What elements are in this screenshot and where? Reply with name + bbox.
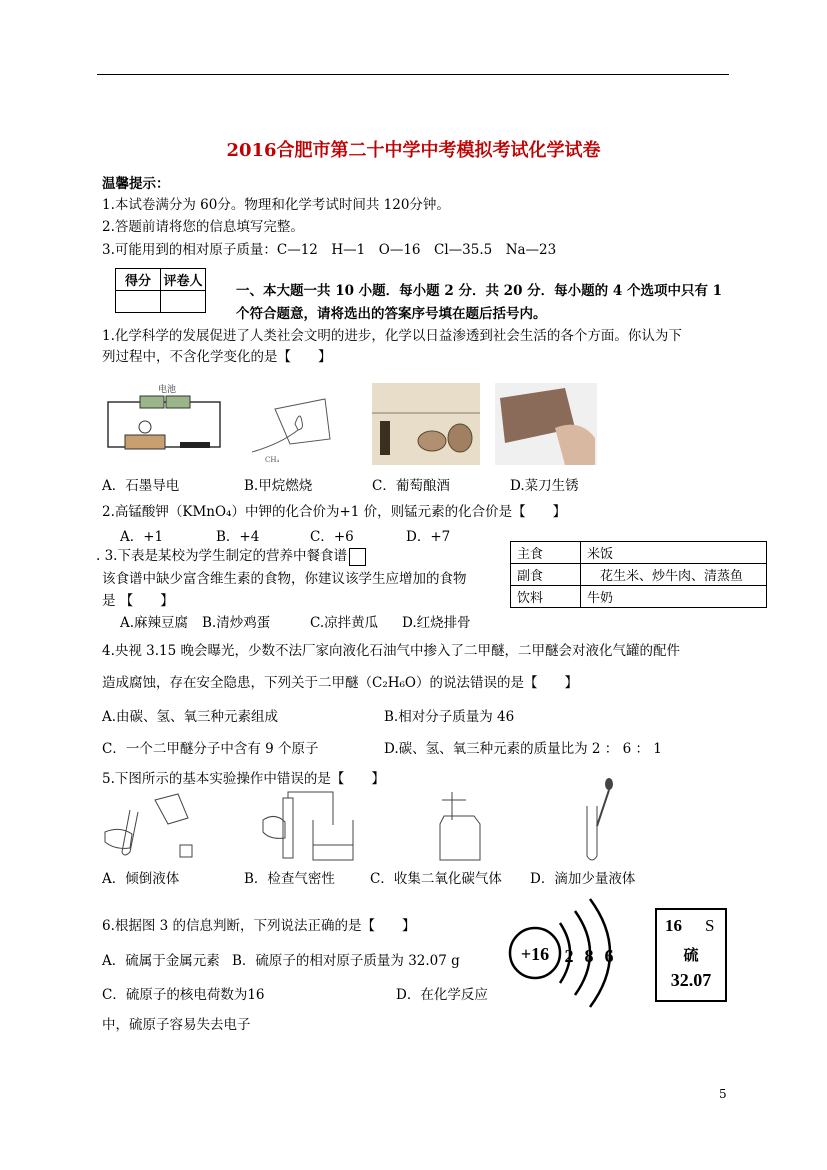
ch4-label: CH₄	[265, 456, 280, 464]
q5-option-d: D．滴加少量液体	[530, 871, 636, 887]
sulfur-atom-structure-figure	[505, 895, 645, 1020]
knife-rusting-figure	[495, 383, 597, 465]
q2-option-b: B．+4	[216, 529, 260, 545]
menu-value: 花生米、炒牛肉、清蒸鱼	[581, 564, 767, 586]
grader-label: 评卷人	[161, 269, 206, 291]
q6-continuation: 中，硫原子容易失去电子	[102, 1017, 251, 1033]
q2-option-d: D．+7	[406, 529, 451, 545]
q3-line1-text: . 3.下表是某校为学生制定的营养中餐食谱	[96, 548, 347, 564]
menu-row	[511, 586, 767, 608]
menu-row	[511, 542, 767, 564]
q6-option-d: D．在化学反应	[396, 987, 488, 1003]
score-cell[interactable]	[116, 291, 161, 313]
q4-line1: 4.央视 3.15 晚会曝光，少数不法厂家向液化石油气中掺入了二甲醚，二甲醚会对液化气罐的配件	[102, 643, 681, 659]
q5-option-b: B．检查气密性	[244, 871, 335, 887]
menu-row	[511, 564, 767, 586]
header-rule	[97, 74, 729, 75]
exam-title: 2016合肥市第二十中学中考模拟考试化学试卷	[226, 140, 601, 161]
methane-burning-figure	[240, 384, 350, 464]
collect-co2-figure	[432, 790, 492, 866]
q3-option-d: D.红烧排骨	[402, 615, 471, 631]
q5-option-a: A．倾倒液体	[102, 871, 180, 887]
page-number: 5	[719, 1087, 727, 1101]
shell-electrons: 6	[604, 946, 614, 966]
menu-value: 牛奶	[581, 586, 767, 608]
q3-line1	[96, 544, 366, 566]
q6-text: 6.根据图 3 的信息判断，下列说法正确的是【 】	[102, 918, 416, 934]
q5-option-c: C．收集二氧化碳气体	[370, 871, 502, 887]
menu-table	[510, 541, 767, 608]
q1-option-c: C．葡萄酿酒	[372, 478, 450, 494]
q4-option-c: C．一个二甲醚分子中含有 9 个原子	[102, 741, 319, 757]
section1-line2: 个符合题意，请将选出的答案序号填在题后括号内。	[236, 306, 547, 322]
tip-line-2: 2.答题前请将您的信息填写完整。	[102, 219, 304, 235]
tips-heading: 温馨提示：	[102, 176, 170, 192]
nucleus-charge: +16	[520, 944, 550, 964]
battery-label: 电池	[158, 385, 177, 395]
menu-key: 饮料	[511, 586, 581, 608]
gas-tightness-figure	[255, 790, 365, 866]
q1-option-b: B.甲烷燃烧	[244, 478, 313, 494]
q2-text: 2.高锰酸钾（KMnO₄）中钾的化合价为+1 价，则锰元素的化合价是【 】	[102, 504, 567, 520]
q3-option-c: C.凉拌黄瓜	[310, 615, 379, 631]
atomic-number: 16	[665, 916, 682, 935]
q1-option-d: D.菜刀生锈	[510, 478, 579, 494]
q3-box	[349, 548, 366, 566]
dropping-liquid-figure	[575, 776, 625, 868]
q3-line2: 该食谱中缺少富含维生素的食物，你建议该学生应增加的食物	[102, 571, 467, 587]
menu-key: 主食	[511, 542, 581, 564]
q4-option-a: A.由碳、氢、氧三种元素组成	[102, 709, 279, 725]
shell-electrons: 2	[564, 946, 574, 966]
q2-option-c: C．+6	[310, 529, 354, 545]
element-symbol: S	[705, 916, 715, 935]
q5-text: 5.下图所示的基本实验操作中错误的是【 】	[102, 771, 385, 787]
wine-making-figure	[372, 383, 480, 465]
menu-value: 米饭	[581, 542, 767, 564]
grader-cell[interactable]	[161, 291, 206, 313]
q6-option-b: B．硫原子的相对原子质量为 32.07 g	[232, 953, 460, 969]
q6-option-c: C．硫原子的核电荷数为16	[102, 987, 265, 1003]
element-name: 硫	[683, 948, 699, 964]
q4-option-b: B.相对分子质量为 46	[384, 709, 515, 725]
score-table	[115, 268, 206, 313]
q4-line2: 造成腐蚀，存在安全隐患，下列关于二甲醚（C₂H₆O）的说法错误的是【 】	[102, 675, 578, 691]
q1-line1: 1.化学科学的发展促进了人类社会文明的进步，化学以日益渗透到社会生活的各个方面。你认为下	[102, 328, 682, 344]
q4-option-d: D.碳、氢、氧三种元素的质量比为 2 ： 6 ： 1	[384, 741, 662, 757]
q1-line2: 列过程中，不含化学变化的是【 】	[102, 349, 332, 365]
score-label: 得分	[116, 269, 161, 291]
battery-circuit-figure	[100, 380, 230, 460]
sulfur-element-card	[655, 908, 727, 1002]
q1-option-a: A．石墨导电	[102, 478, 180, 494]
shell-electrons: 8	[584, 946, 594, 966]
q3-line3: 是 【 】	[102, 593, 174, 609]
tip-line-1: 1.本试卷满分为 60分。物理和化学考试时间共 120分钟。	[102, 197, 450, 213]
atomic-mass: 32.07	[670, 970, 712, 990]
menu-key: 副食	[511, 564, 581, 586]
q2-option-a: A．+1	[120, 529, 164, 545]
tip-line-3: 3.可能用到的相对原子质量：C—12 H—1 O—16 Cl—35.5 Na—23	[102, 242, 557, 258]
q3-option-a: A.麻辣豆腐	[120, 615, 189, 631]
section1-line1: 一、本大题一共 10 小题．每小题 2 分．共 20 分．每小题的 4 个选项中只有 1	[236, 283, 723, 299]
q6-option-a: A．硫属于金属元素	[102, 953, 220, 969]
q3-option-b: B.清炒鸡蛋	[202, 615, 271, 631]
pouring-liquid-figure	[100, 790, 200, 866]
